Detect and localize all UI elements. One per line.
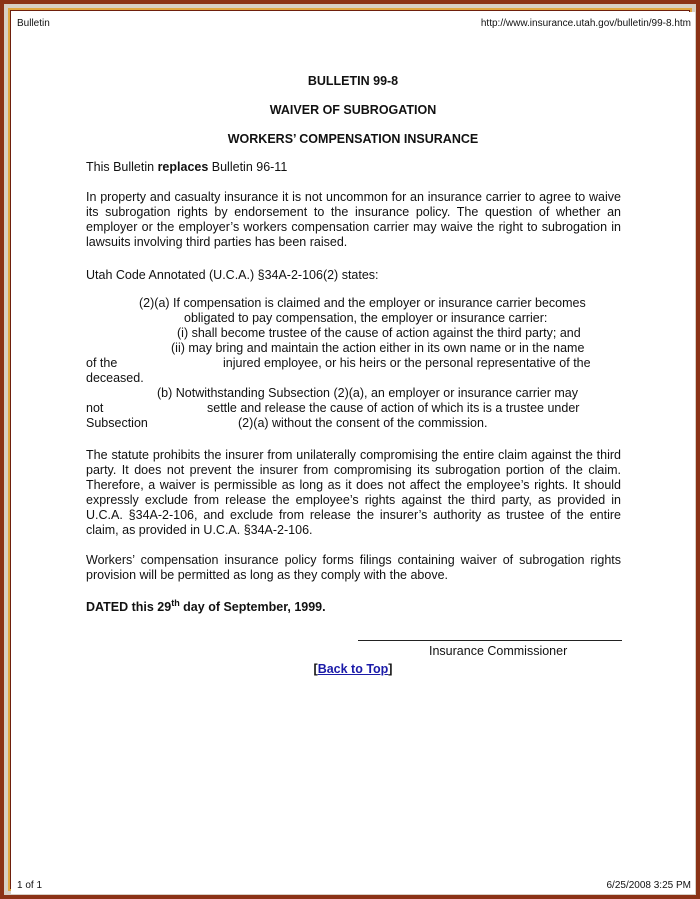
back-to-top [11,662,695,676]
bulletin-title: WAIVER OF SUBROGATION [269,103,437,117]
policy-forms-paragraph: Workers’ compensation insurance policy forms filings containing waiver of subrogation rights provision will be permitted as long as they comply with the above. [86,553,621,582]
statute-line-2: obligated to pay compensation, the employer or insurance carrier: [184,311,548,325]
footer-page-count: 1 of 1 [17,880,43,891]
statute-line-5a: of the [86,356,118,370]
statute-line-6: deceased. [86,371,144,385]
bulletin-number: BULLETIN 99-8 [307,74,399,88]
statute-line-3: (i) shall become trustee of the cause of action against the third party; and [177,326,581,340]
replaces-suffix: Bulletin 96-11 [208,160,288,174]
dated-line [86,597,621,615]
statute-line-4: (ii) may bring and maintain the action either in its own name or in the name [171,341,585,355]
statute-line-9b: (2)(a) without the consent of the commission. [238,416,488,430]
replaces-line [86,160,621,175]
dated-suffix: day of September, 1999. [179,600,326,614]
statute-line-8a: not [86,401,104,415]
back-bracket-open: [ [313,662,318,676]
replaces-prefix: This Bulletin [86,160,158,174]
back-bracket-close: ] [388,662,393,676]
back-to-top-link[interactable]: Back to Top [317,662,389,676]
replaces-bold: replaces [157,160,209,174]
dated-superscript: th [171,597,180,608]
footer-timestamp: 6/25/2008 3:25 PM [606,880,691,891]
statute-line-9a: Subsection [86,416,148,430]
statute-paragraph: The statute prohibits the insurer from unilaterally compromising the entire claim against the third party. It does not prevent the insurer from compromising its subrogation portion of the claim. Therefore, a waiver is permissible as long as it does not affect the employee’s rights. It should expressly exclude from release the employee’s rights against the third party, as provided in U.C.A. §34A-2-106, and exclude from release the insurer’s authority as trustee of the entire claim, as provided in U.C.A. §34A-2-106. [86,448,621,537]
dated-prefix: DATED this 29 [86,600,172,614]
signature-label: Insurance Commissioner [429,644,568,658]
statute-line-5b: injured employee, or his heirs or the personal representative of the [223,356,591,370]
signature-line [358,640,622,641]
header-url: http://www.insurance.utah.gov/bulletin/99-8.htm [480,18,691,29]
statute-line-8b: settle and release the cause of action of which its is a trustee under [207,401,580,415]
code-intro: Utah Code Annotated (U.C.A.) §34A-2-106(2) states: [86,268,379,282]
bulletin-subtitle: WORKERS’ COMPENSATION INSURANCE [227,132,479,146]
statute-line-7: (b) Notwithstanding Subsection (2)(a), an employer or insurance carrier may [157,386,579,400]
intro-paragraph: In property and casualty insurance it is not uncommon for an insurance carrier to agree to waive its subrogation rights by endorsement to the insurance policy. The question of whether an employer or the employer’s workers compensation carrier may waive the right to subrogation in lawsuits involving third parties has been raised. [86,190,621,249]
header-title: Bulletin [17,18,50,29]
document-page [11,12,695,894]
statute-line-1: (2)(a) If compensation is claimed and the employer or insurance carrier becomes [139,296,586,310]
